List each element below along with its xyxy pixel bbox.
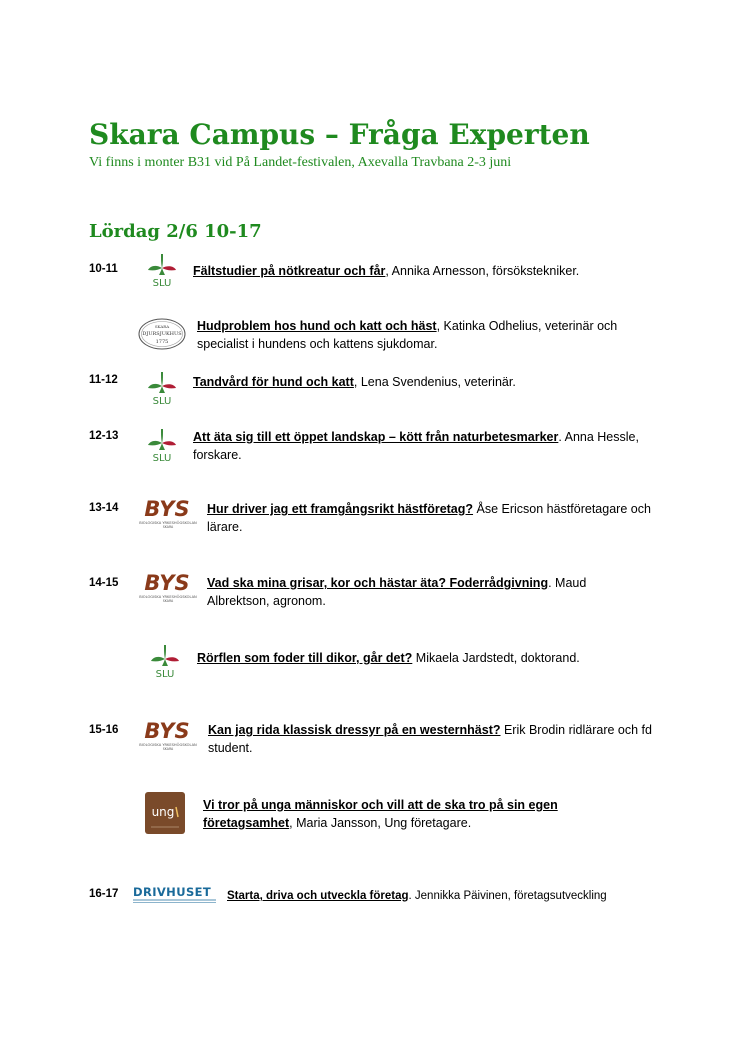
session-title: Vad ska mina grisar, kor och hästar äta? Foderrådgivning [207, 576, 549, 590]
slu-icon [146, 427, 178, 468]
session-detail: Erik Brodin ridlärare och fd student. [208, 723, 652, 755]
session-detail: Mikaela Jardstedt, doktorand. [412, 651, 580, 665]
session-time: 15-16 [89, 724, 119, 736]
session-text [208, 721, 658, 757]
bys-label: BYS [144, 497, 190, 521]
session-time: 13-14 [89, 502, 119, 514]
djur-label-year: 1775 [155, 339, 169, 345]
session-text [197, 649, 667, 667]
session-text [227, 887, 707, 905]
skara-djursjukhus-icon [137, 317, 187, 356]
session-text [203, 796, 598, 832]
session-detail: , Katinka Odhelius, veterinär och specialist i hundens och kattens sjukdomar. [197, 319, 618, 351]
bys-sub-1: BIOLOGISKA YRKESHÖGSKOLAN [139, 595, 197, 599]
session-text [193, 428, 663, 464]
session-detail: . Maud Albrektson, agronom. [207, 576, 587, 608]
drivhuset-label: DRIVHUSET [133, 885, 212, 899]
bys-sub-1: BIOLOGISKA YRKESHÖGSKOLAN [139, 743, 197, 747]
session-text [207, 574, 627, 610]
session-title: Rörflen som foder till dikor, går det? [197, 651, 413, 665]
drivhuset-icon [132, 884, 218, 911]
djur-label-1: SKARA [154, 324, 170, 329]
bys-icon [133, 496, 203, 535]
slu-label: SLU [152, 453, 172, 463]
session-time: 16-17 [89, 888, 119, 900]
bys-sub-2: SKARA [162, 747, 174, 751]
bys-label: BYS [144, 719, 190, 743]
session-title: Att äta sig till ett öppet landskap – kött från naturbetesmarker [193, 430, 559, 444]
session-time: 14-15 [89, 577, 119, 589]
session-title: Starta, driva och utveckla företag [227, 890, 409, 902]
bys-sub-2: SKARA [162, 599, 174, 603]
session-time: 12-13 [89, 430, 119, 442]
page-title: Skara Campus – Fråga Experten [89, 118, 590, 151]
day-heading: Lördag 2/6 10-17 [89, 221, 262, 242]
session-text [207, 500, 662, 536]
slu-icon [146, 370, 178, 411]
session-detail: . Anna Hessle, forskare. [193, 430, 639, 462]
session-time: 10-11 [89, 263, 118, 275]
session-title: Fältstudier på nötkreatur och får [193, 264, 386, 278]
page-subtitle: Vi finns i monter B31 vid På Landet-festivalen, Axevalla Travbana 2-3 juni [89, 155, 512, 170]
slu-label: SLU [152, 396, 172, 406]
bys-icon [133, 570, 203, 609]
bys-sub-2: SKARA [162, 525, 174, 529]
session-detail: , Lena Svendenius, veterinär. [353, 375, 516, 389]
slu-icon [146, 252, 178, 293]
session-title: Hur driver jag ett framgångsrikt hästföretag? [207, 502, 474, 516]
session-text [197, 317, 662, 353]
session-text [193, 373, 653, 391]
session-title: Kan jag rida klassisk dressyr på en westernhäst? [208, 723, 501, 737]
session-detail: , Annika Arnesson, försökstekniker. [385, 264, 580, 278]
slu-icon [149, 643, 181, 684]
session-detail: Åse Ericson hästföretagare och lärare. [207, 502, 651, 534]
bys-icon [133, 718, 203, 757]
slu-label: SLU [155, 669, 175, 679]
session-detail: , Maria Jansson, Ung företagare. [289, 816, 472, 830]
ung-label: ung [151, 805, 175, 819]
bys-label: BYS [144, 571, 190, 595]
session-text [193, 262, 653, 280]
session-detail: . Jennikka Päivinen, företagsutveckling [408, 890, 607, 902]
ung-foretagsamhet-icon [145, 792, 185, 839]
session-title: Vi tror på unga människor och vill att de ska tro på sin egen företagsamhet [203, 798, 558, 830]
session-title: Hudproblem hos hund och katt och häst [197, 319, 437, 333]
bys-sub-1: BIOLOGISKA YRKESHÖGSKOLAN [139, 521, 197, 525]
djur-label-2: DJURSJUKHUS [142, 331, 182, 337]
session-title: Tandvård för hund och katt [193, 375, 354, 389]
session-time: 11-12 [89, 374, 118, 386]
slu-label: SLU [152, 278, 172, 288]
